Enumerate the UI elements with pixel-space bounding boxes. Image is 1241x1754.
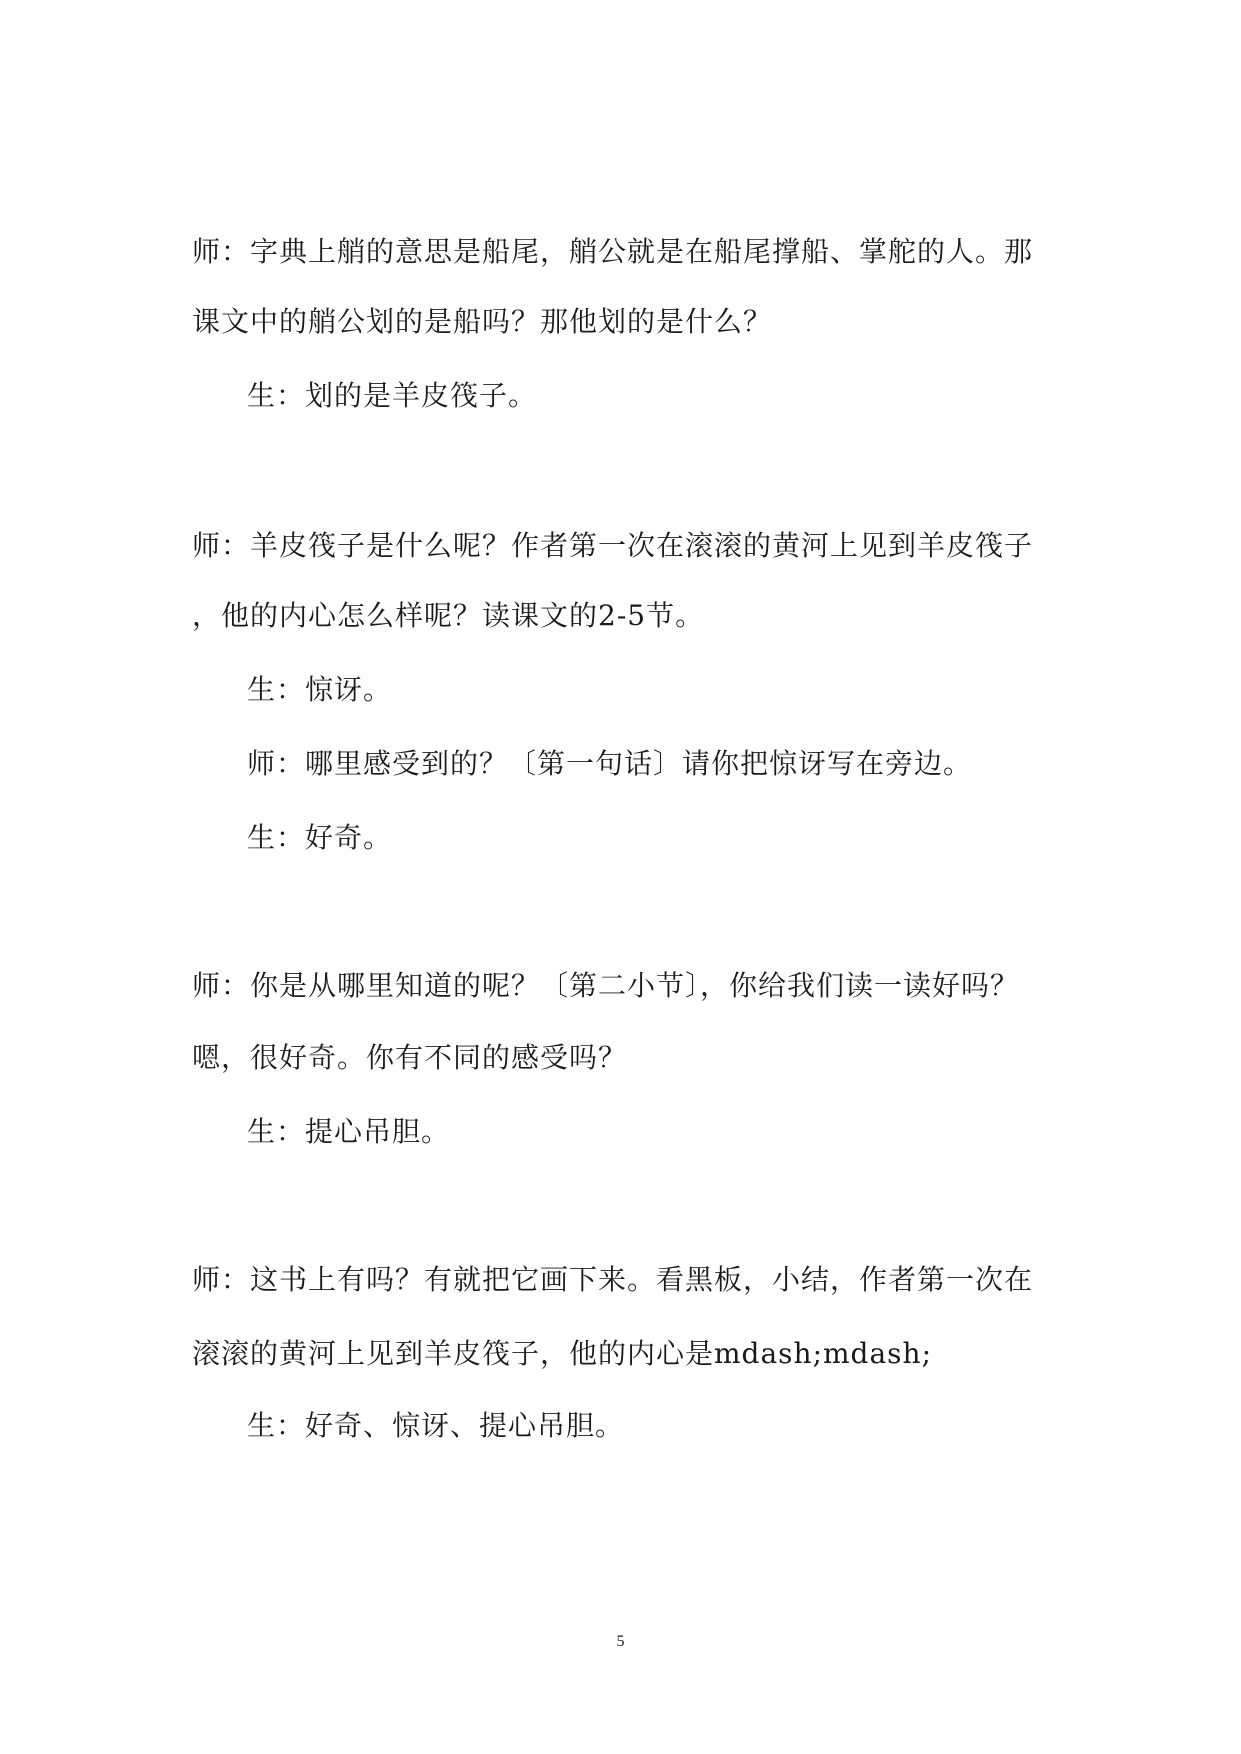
paragraph-6-line-1: 生：好奇。	[247, 821, 393, 854]
paragraph-2-line-1: 生：划的是羊皮筏子。	[247, 379, 538, 412]
paragraph-3-line-1: 师：羊皮筏子是什么呢？作者第一次在滚滚的黄河上见到羊皮筏子	[192, 529, 1034, 562]
paragraph-1-line-2: 课文中的艄公划的是船吗？那他划的是什么？	[192, 305, 773, 338]
paragraph-4-line-1: 生：惊讶。	[247, 673, 393, 706]
paragraph-8-line-1: 生：提心吊胆。	[247, 1115, 451, 1148]
paragraph-9-line-1: 师：这书上有吗？有就把它画下来。看黑板，小结，作者第一次在	[192, 1263, 1034, 1296]
paragraph-7-line-2: 嗯，很好奇。你有不同的感受吗？	[192, 1041, 628, 1074]
paragraph-10-line-1: 生：好奇、惊讶、提心吊胆。	[247, 1409, 625, 1442]
paragraph-5-line-1: 师：哪里感受到的？〔第一句话〕请你把惊讶写在旁边。	[247, 747, 973, 780]
paragraph-9-line-2: 滚滚的黄河上见到羊皮筏子，他的内心是mdash;mdash;	[192, 1337, 933, 1370]
paragraph-3-line-2: ，他的内心怎么样呢？读课文的2-5节。	[192, 599, 705, 632]
page-number: 5	[616, 1633, 625, 1650]
paragraph-1-line-1: 师：字典上艄的意思是船尾，艄公就是在船尾撑船、掌舵的人。那	[192, 235, 1034, 268]
paragraph-7-line-1: 师：你是从哪里知道的呢？〔第二小节〕，你给我们读一读好吗？	[192, 969, 1020, 1002]
